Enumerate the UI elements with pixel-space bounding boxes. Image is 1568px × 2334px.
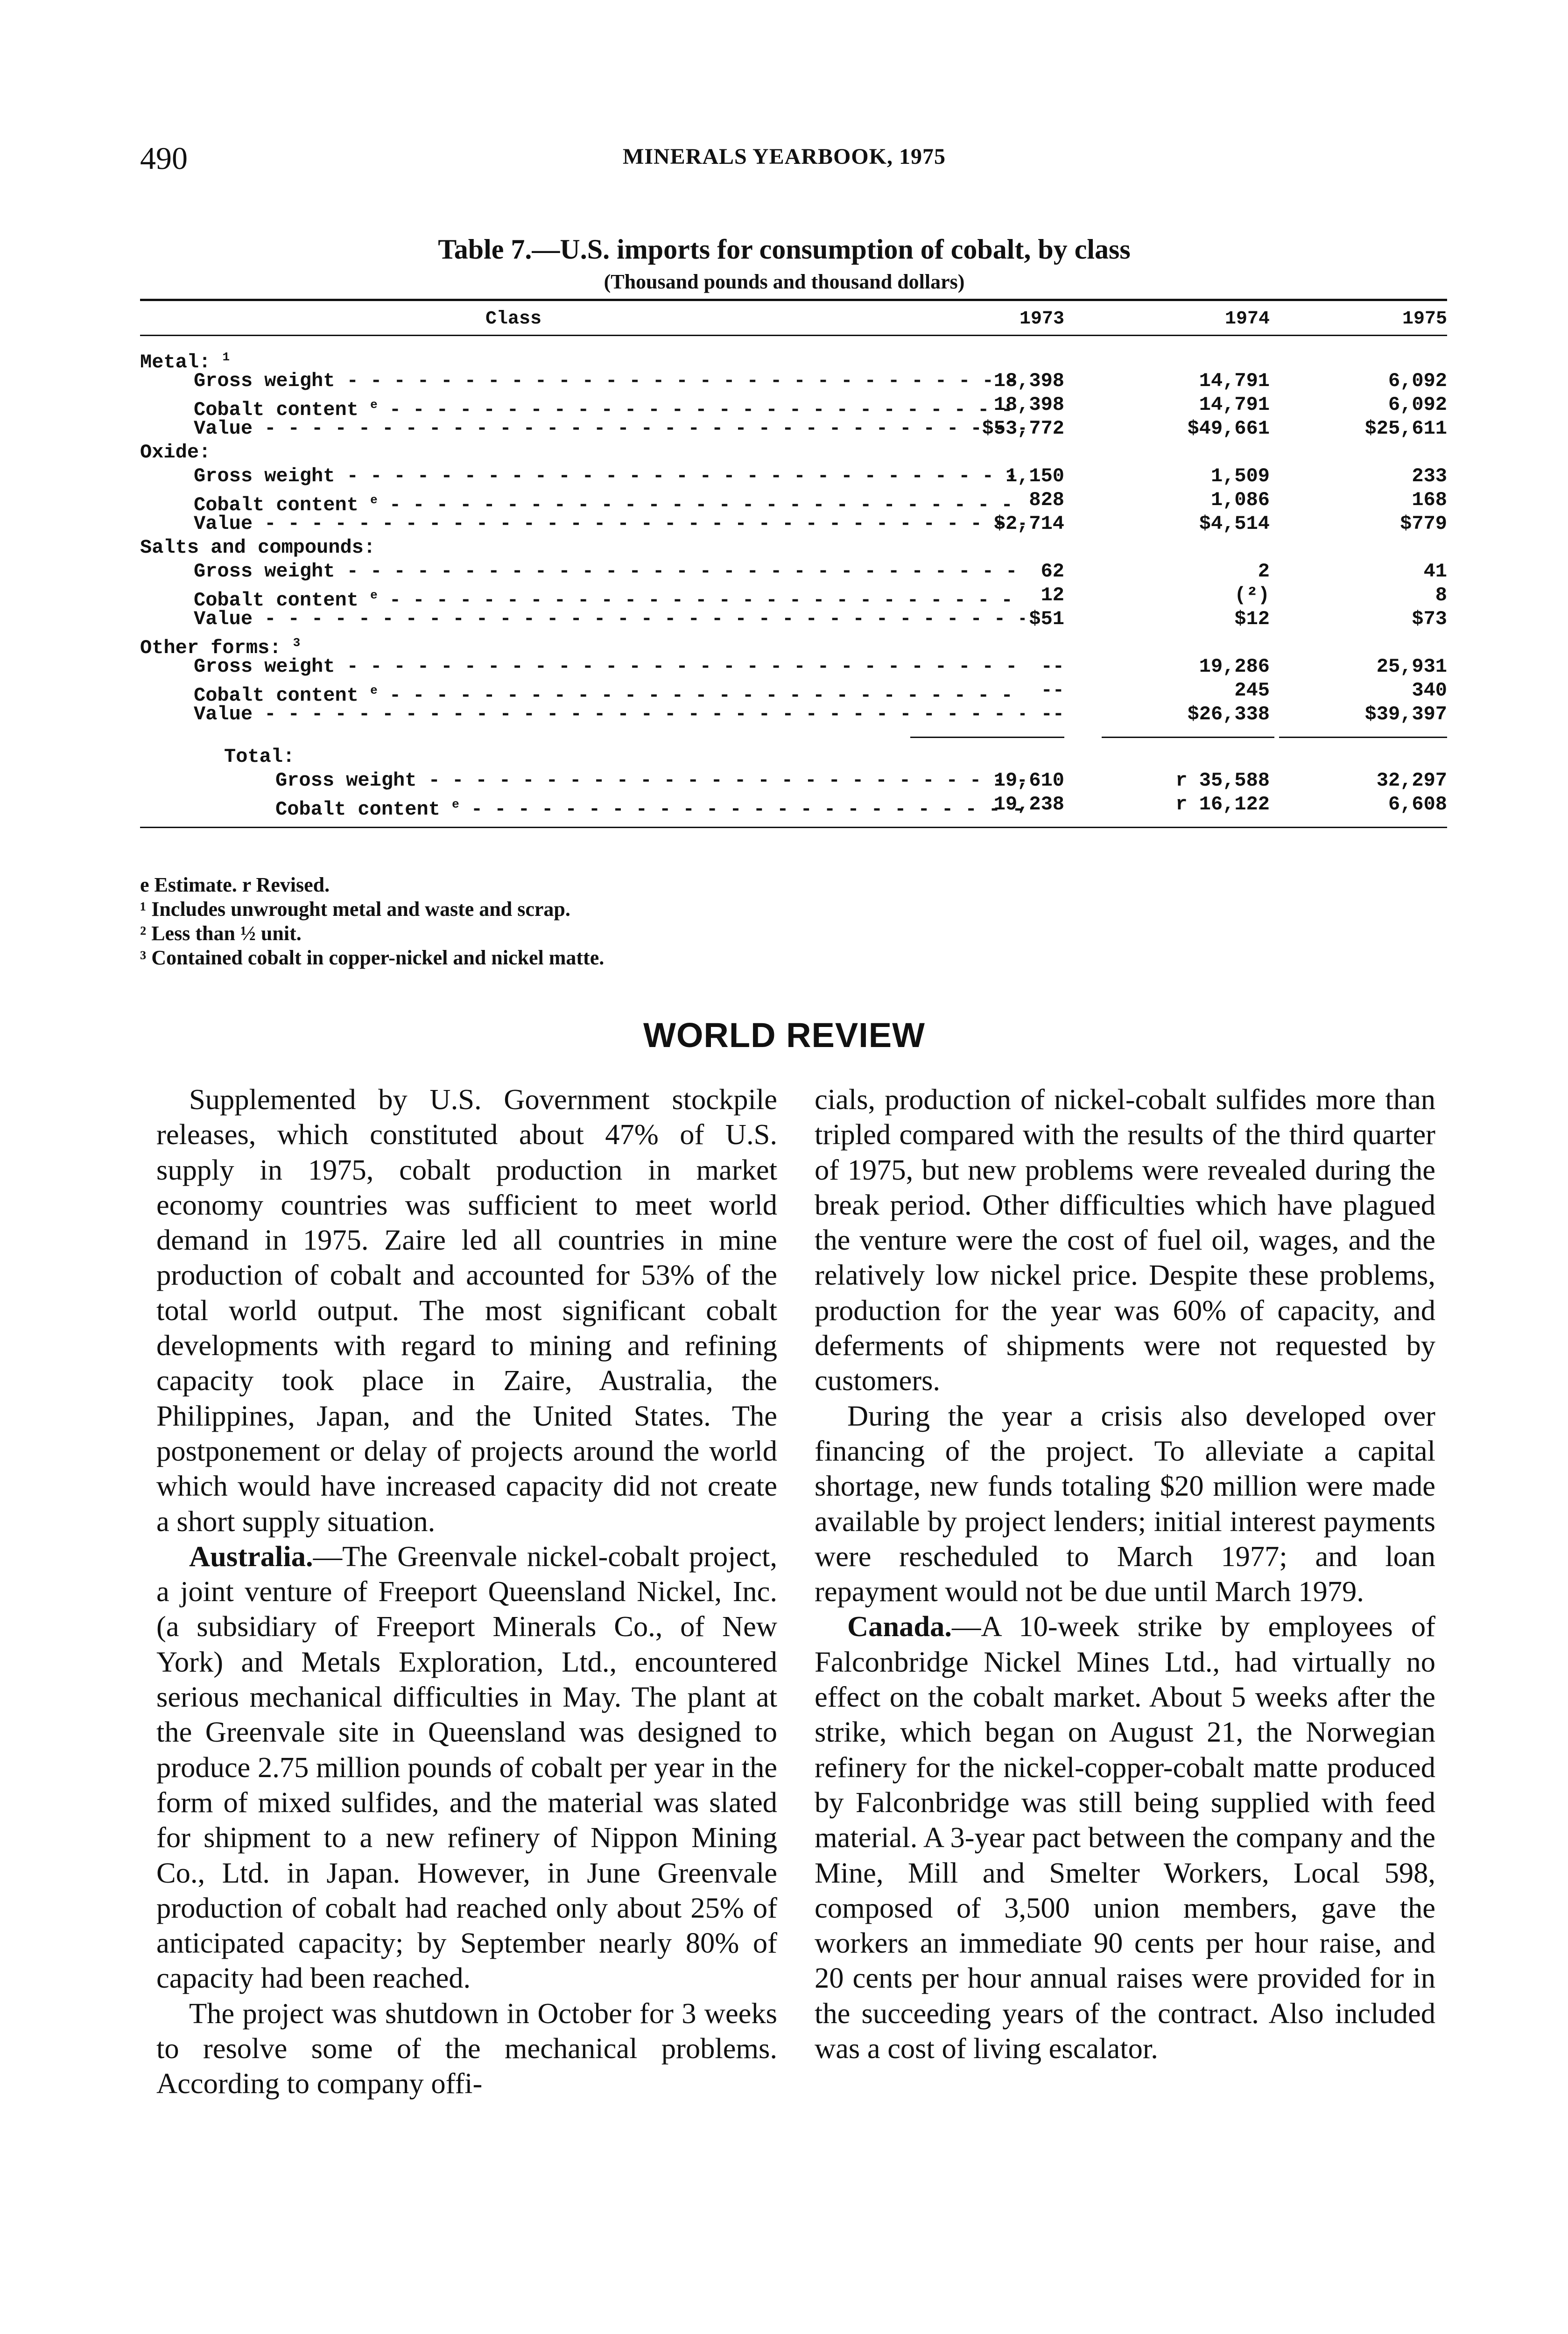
footnote-3: ² Less than ½ unit. <box>140 922 302 945</box>
cell-value: 41 <box>1423 560 1447 583</box>
header-class: Class <box>485 309 542 330</box>
cell-value: 245 <box>1234 679 1270 702</box>
table-row <box>140 464 1447 488</box>
group-heading <box>140 441 1447 464</box>
group-label: Metal: $^1$ <box>140 350 230 373</box>
cell-value: $39,397 <box>1364 703 1447 725</box>
table-body <box>140 345 1447 821</box>
cell-value: (²) <box>1234 584 1270 606</box>
cell-value: r 16,122 <box>1175 793 1270 815</box>
cell-value: $25,611 <box>1364 417 1447 440</box>
total-separator <box>140 726 1447 745</box>
cell-value: 25,931 <box>1376 655 1447 678</box>
body-paragraph: During the year a crisis also developed over financing of the project. To alleviate a capital shortage, new funds totaling $20 million were made available by project lenders; initial interest payments were rescheduled to March 1977; and loan repayment would not be due until March 1979. <box>815 1399 1435 1608</box>
row-label: Gross weight - - - <box>194 369 1025 393</box>
table-row <box>140 655 1447 679</box>
estimate-mark: e <box>370 398 378 412</box>
header-1975: 1975 <box>1402 309 1447 330</box>
table-row <box>140 679 1447 707</box>
cell-value: 14,791 <box>1199 394 1270 416</box>
body-column-left <box>156 1082 777 2102</box>
table-row <box>140 417 1447 441</box>
cell-value: r 35,588 <box>1175 769 1270 792</box>
table-row <box>140 488 1447 516</box>
cell-value: $779 <box>1400 513 1447 535</box>
table-row <box>140 584 1447 612</box>
row-label: Cobalt content $^e$ - - - <box>275 793 1025 822</box>
cell-value: 18,398 <box>993 394 1064 416</box>
table-subtitle: (Thousand pounds and thousand dollars) <box>604 270 965 293</box>
cell-value: -- <box>1041 655 1064 678</box>
table-header-row <box>140 301 1447 335</box>
cell-value: 233 <box>1412 465 1447 487</box>
journal-title: MINERALS YEARBOOK, 1975 <box>623 144 946 169</box>
cell-value: 168 <box>1412 489 1447 511</box>
cobalt-imports-table <box>140 299 1447 828</box>
estimate-mark: e <box>452 797 459 811</box>
column-rule <box>1102 737 1274 738</box>
estimate-mark: e <box>370 683 378 697</box>
table-row <box>140 393 1447 421</box>
cell-value: $4,514 <box>1199 513 1270 535</box>
row-label: Gross weight - - - <box>194 655 1025 679</box>
cell-value: 14,791 <box>1199 370 1270 392</box>
estimate-mark: e <box>370 493 378 507</box>
cell-value: 19,610 <box>993 769 1064 792</box>
cell-value: 2 <box>1258 560 1270 583</box>
body-paragraph: The project was shutdown in October for 3 weeks to resolve some of the mechanical problems. According to company offi- <box>156 1997 777 2100</box>
row-label: Cobalt content $^e$ - - - <box>194 393 1025 422</box>
group-label: Salts and compounds: <box>140 536 376 559</box>
total-row <box>140 793 1447 821</box>
header-1974: 1974 <box>1224 309 1270 330</box>
body-paragraph: cials, production of nickel-cobalt sulfides more than tripled compared with the results of the third quarter of 1975, but new problems were revealed during the break period. Other difficulties which have plagued the venture were the cost of fuel oil, wages, and the relatively low nickel price. Despite these problems, production for the year was 60% of capacity, and deferments of shipments were not requested by customers. <box>815 1083 1435 1397</box>
cell-value: 12 <box>1041 584 1064 606</box>
section-title: WORLD REVIEW <box>643 1016 925 1055</box>
row-label: Gross weight - - - <box>275 769 1025 793</box>
body-column-right <box>815 1082 1435 2066</box>
footnote-1: e Estimate. r Revised. <box>140 873 330 896</box>
table-row <box>140 703 1447 726</box>
paragraph-lead-in: Australia. <box>189 1540 313 1573</box>
header-1973: 1973 <box>1019 309 1064 330</box>
cell-value: 6,092 <box>1388 370 1447 392</box>
cell-value: 6,092 <box>1388 394 1447 416</box>
cell-value: -- <box>1041 679 1064 702</box>
footnote-4: ³ Contained cobalt in copper-nickel and nickel matte. <box>140 946 605 969</box>
cell-value: 32,297 <box>1376 769 1447 792</box>
row-label: Value - - - <box>194 703 1025 726</box>
body-paragraph: Canada.—A 10-week strike by employees of Falconbridge Nickel Mines Ltd., had virtually no effect on the cobalt market. About 5 weeks after the strike, which began on August 21, the Norwegian refinery for the nickel-copper-cobalt matte produced by Falconbridge was still being supplied with feed material. A 3-year pact between the company and the Mine, Mill and Smelter Workers, Local 598, composed of 3,500 union members, gave the workers an immediate 90 cents per hour raise, and 20 cents per hour annual raises were provided for in the succeeding years of the contract. Also included was a cost of living escalator. <box>815 1610 1435 2065</box>
cell-value: $2,714 <box>993 513 1064 535</box>
cell-value: 828 <box>1029 489 1064 511</box>
row-label: Cobalt content $^e$ - - - <box>194 488 1025 517</box>
group-label: Other forms: $^3$ <box>140 636 301 659</box>
cell-value: -- <box>1041 703 1064 725</box>
cell-value: $26,338 <box>1187 703 1270 725</box>
table-row <box>140 607 1447 631</box>
row-label: Value - - - <box>194 512 1025 536</box>
table-title: Table 7.—U.S. imports for consumption of cobalt, by class <box>438 234 1131 265</box>
cell-value: 1,086 <box>1210 489 1270 511</box>
cell-value: $73 <box>1412 608 1447 630</box>
cell-value: $51 <box>1029 608 1064 630</box>
group-label: Oxide: <box>140 441 211 464</box>
cell-value: $53,772 <box>982 417 1064 440</box>
row-label: Value - - - <box>194 607 1025 631</box>
body-paragraph: Australia.—The Greenvale nickel-cobalt project, a joint venture of Freeport Queensland Nickel, Inc. (a subsidiary of Freeport Minerals Co., of New York) and Metals Exploration, Ltd., encountered serious mechanical difficulties in May. The plant at the Greenvale site in Queensland was designed to produce 2.75 million pounds of cobalt per year in the form of mixed sulfides, and the material was slated for shipment to a new refinery of Nippon Mining Co., Ltd. in Japan. However, in June Greenvale production of cobalt had reached only about 25% of anticipated capacity; by September nearly 80% of capacity had been reached. <box>156 1540 777 1995</box>
cell-value: 1,150 <box>1005 465 1064 487</box>
row-label: Value - - - <box>194 417 1025 441</box>
cell-value: $49,661 <box>1187 417 1270 440</box>
group-heading <box>140 345 1447 373</box>
footnote-2: ¹ Includes unwrought metal and waste and scrap. <box>140 898 570 921</box>
cell-value: 18,398 <box>993 370 1064 392</box>
cell-value: 8 <box>1435 584 1447 606</box>
group-heading <box>140 536 1447 560</box>
column-rule <box>910 737 1064 738</box>
table-row <box>140 369 1447 393</box>
running-header <box>140 140 1428 182</box>
estimate-mark: e <box>370 588 378 602</box>
table-bottom-rule <box>140 827 1447 828</box>
body-paragraph: Supplemented by U.S. Government stockpile releases, which constituted about 47% of U.S. supply in 1975, cobalt production in market economy countries was sufficient to meet world demand in 1975. Zaire led all countries in mine production of cobalt and accounted for 53% of the total world output. The most significant cobalt developments with regard to mining and refining capacity took place in Zaire, Australia, the Philippines, Japan, and the United States. The postponement or delay of projects around the world which would have increased capacity did not create a short supply situation. <box>156 1083 777 1538</box>
total-heading <box>140 745 1447 769</box>
footnote-ref: 1 <box>222 350 230 364</box>
row-label: Gross weight - - - <box>194 560 1025 584</box>
table-row <box>140 560 1447 584</box>
cell-value: $12 <box>1234 608 1270 630</box>
cell-value: 6,608 <box>1388 793 1447 815</box>
cell-value: 1,509 <box>1210 465 1270 487</box>
paragraph-lead-in: Canada. <box>847 1610 952 1643</box>
footnote-ref: 3 <box>293 636 301 650</box>
total-row <box>140 769 1447 793</box>
total-label: Total: <box>224 745 295 768</box>
cell-value: 62 <box>1041 560 1064 583</box>
cell-value: 19,238 <box>993 793 1064 815</box>
row-label: Cobalt content $^e$ - - - <box>194 584 1025 612</box>
table-row <box>140 512 1447 536</box>
cell-value: 19,286 <box>1199 655 1270 678</box>
cell-value: 340 <box>1412 679 1447 702</box>
page-number: 490 <box>140 141 188 176</box>
group-heading <box>140 631 1447 659</box>
row-label: Gross weight - - - <box>194 464 1025 488</box>
row-label: Cobalt content $^e$ - - - <box>194 679 1025 708</box>
column-rule <box>1279 737 1447 738</box>
